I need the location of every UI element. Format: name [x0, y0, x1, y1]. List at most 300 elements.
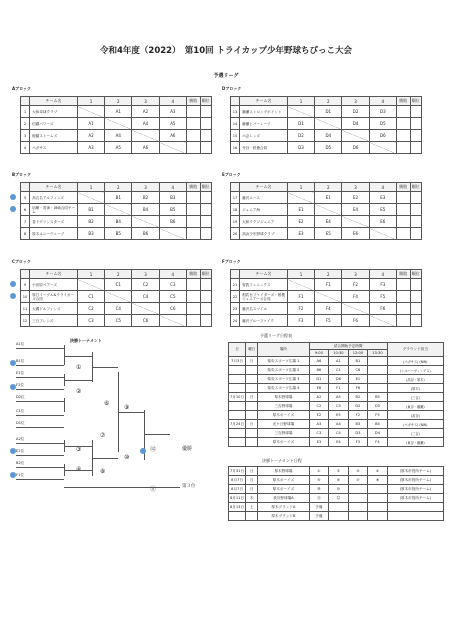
bracket-slot: C1位	[16, 409, 25, 413]
block-header-cell: チーム名	[240, 97, 288, 106]
block-header-cell: 勝敗	[186, 97, 200, 106]
schedule-cell: A5	[329, 393, 349, 402]
block-row	[231, 228, 422, 240]
bracket-slot: F1位	[16, 473, 24, 477]
schedule-cell: D6	[329, 375, 349, 384]
schedule-cell: B2	[348, 393, 368, 402]
block-label-B: Bブロック	[12, 172, 31, 177]
match-cell: C2	[132, 279, 159, 291]
schedule-cell	[229, 375, 246, 384]
wins-cell	[396, 291, 410, 303]
block-header-cell: 2	[105, 270, 132, 279]
team-number: 10	[21, 291, 30, 303]
block-header-cell: 4	[369, 270, 396, 279]
match-cell: A6	[159, 130, 186, 142]
schedule-cell: E5	[329, 411, 349, 420]
block-label-C: Cブロック	[12, 259, 31, 264]
team-number: 24	[231, 315, 240, 327]
bracket-line	[64, 380, 92, 381]
match-cell: C4	[105, 303, 132, 315]
tournament-schedule-grid	[228, 466, 444, 521]
schedule-cell: A4	[329, 420, 349, 429]
wins-cell	[186, 291, 200, 303]
schedule-cell: F1	[329, 384, 349, 393]
wins-cell	[396, 216, 410, 228]
schedule-header: 曜日	[246, 343, 258, 357]
team-number: 4	[21, 142, 30, 154]
bracket-line	[118, 412, 144, 413]
match-cell	[105, 204, 132, 216]
schedule-row	[229, 411, 444, 420]
schedule-cell: B1	[348, 357, 368, 366]
rank-cell	[410, 315, 421, 327]
match-cell: E2	[287, 216, 314, 228]
match-number-12: ⑫	[150, 446, 157, 453]
schedule-cell: 8月7日	[229, 485, 246, 494]
wins-cell	[186, 192, 200, 204]
wins-cell	[396, 303, 410, 315]
team-number: 13	[231, 106, 240, 118]
block-table-B	[20, 182, 212, 240]
block-header-cell: 順位	[200, 270, 211, 279]
marker-dot	[10, 293, 16, 299]
match-cell: A2	[132, 106, 159, 118]
block-row	[231, 216, 422, 228]
schedule-cell: 日	[246, 420, 258, 429]
team-number: 11	[21, 303, 30, 315]
league-schedule-grid	[228, 342, 444, 447]
rank-cell	[410, 142, 421, 154]
match-cell	[159, 315, 186, 327]
block-header-cell: 4	[159, 270, 186, 279]
block-header-cell: 2	[315, 183, 342, 192]
team-name: 大磯ドルフィンズ	[30, 303, 78, 315]
block-header-cell	[21, 270, 30, 279]
schedule-cell: D3	[348, 429, 368, 438]
ground-note: (ペガサス) (NW)	[387, 357, 443, 366]
team-name: 藤沢名スマイル	[240, 303, 288, 315]
schedule-time: 13:30	[368, 350, 388, 357]
schedule-time: 9:00	[309, 350, 329, 357]
bracket-slot: D1位	[16, 421, 25, 425]
team-name: 信濃パワーズ	[30, 118, 78, 130]
match-cell: C5	[105, 315, 132, 327]
third-place-label: 第３位	[182, 484, 196, 489]
wins-cell	[186, 130, 200, 142]
block-header-cell: 4	[369, 183, 396, 192]
schedule-cell: C1	[329, 366, 349, 375]
schedule-cell: ⑩	[329, 485, 349, 494]
bracket-line	[16, 377, 64, 378]
rank-cell	[410, 228, 421, 240]
team-name: 曽我フェニックス	[240, 279, 288, 291]
match-cell: F5	[369, 291, 396, 303]
schedule-cell: D4	[368, 429, 388, 438]
schedule-cell: 厚木野球場	[258, 393, 309, 402]
rank-cell	[200, 142, 211, 154]
team-name: 培練・善神・神崎合同チーム	[30, 204, 78, 216]
block-header-cell: 2	[105, 97, 132, 106]
schedule-cell: 7月24日	[229, 420, 246, 429]
schedule-cell: 厚木グランドB	[258, 512, 309, 521]
schedule-row	[229, 366, 444, 375]
schedule-cell: 県央スポーツ広場 3	[258, 375, 309, 384]
schedule-cell	[387, 503, 443, 512]
schedule-cell: 三吉野球場	[258, 402, 309, 411]
wins-cell	[396, 130, 410, 142]
schedule-cell: 日	[246, 476, 258, 485]
schedule-cell: (厚木市役所チーム)	[387, 476, 443, 485]
bracket-line	[64, 345, 65, 365]
ground-note: (高谷)	[387, 411, 443, 420]
match-cell: F3	[287, 315, 314, 327]
rank-cell	[200, 315, 211, 327]
wins-cell	[396, 118, 410, 130]
match-cell	[132, 216, 159, 228]
schedule-cell: 8月11日	[229, 494, 246, 503]
match-cell	[315, 204, 342, 216]
schedule-cell: A6	[309, 357, 329, 366]
match-cell: C3	[77, 315, 104, 327]
rank-cell	[200, 130, 211, 142]
tournament-schedule-row	[229, 467, 444, 476]
schedule-cell: E3	[309, 438, 329, 447]
match-cell: B4	[105, 216, 132, 228]
team-name: 藤瀬ヒバーレーツ	[240, 118, 288, 130]
block-header-cell: 3	[132, 97, 159, 106]
bracket-line	[16, 415, 64, 416]
match-cell	[287, 192, 314, 204]
wins-cell	[186, 142, 200, 154]
block-header-cell: 順位	[410, 183, 421, 192]
block-header-cell: 1	[287, 97, 314, 106]
wins-cell	[396, 279, 410, 291]
match-cell: F5	[315, 315, 342, 327]
rank-cell	[410, 204, 421, 216]
match-cell: D6	[342, 142, 369, 154]
match-cell: D3	[287, 142, 314, 154]
schedule-row	[229, 375, 444, 384]
match-number-4: ④	[76, 466, 82, 473]
tournament-schedule-row	[229, 494, 444, 503]
schedule-cell: 木	[246, 494, 258, 503]
match-cell	[369, 228, 396, 240]
block-header-cell: 1	[287, 270, 314, 279]
schedule-cell: E1	[348, 375, 368, 384]
team-number: 16	[231, 142, 240, 154]
schedule-title: 予選リーグ日程表	[260, 333, 292, 338]
wins-cell	[186, 118, 200, 130]
block-header-cell: 3	[342, 97, 369, 106]
schedule-cell: C6	[348, 366, 368, 375]
match-cell	[315, 118, 342, 130]
match-cell: D1	[287, 118, 314, 130]
rank-cell	[410, 279, 421, 291]
schedule-cell: D5	[368, 402, 388, 411]
schedule-cell: F2	[348, 411, 368, 420]
schedule-cell	[229, 411, 246, 420]
bracket-slot: B1位	[16, 359, 25, 363]
section-title-league: 予選リーグ	[213, 73, 239, 79]
match-cell: A5	[159, 118, 186, 130]
match-cell: C1	[77, 291, 104, 303]
bracket-slot: F2位	[16, 383, 24, 387]
match-cell	[342, 130, 369, 142]
schedule-cell	[246, 411, 258, 420]
block-row	[231, 106, 422, 118]
schedule-cell: C5	[329, 402, 349, 411]
block-header-cell: 3	[342, 183, 369, 192]
block-row	[21, 130, 212, 142]
schedule-cell: 日	[246, 393, 258, 402]
schedule-cell	[329, 503, 349, 512]
match-cell	[77, 192, 104, 204]
schedule-time: 10:30	[329, 350, 349, 357]
block-header-cell: 3	[132, 183, 159, 192]
schedule-cell	[229, 366, 246, 375]
match-cell: F4	[315, 303, 342, 315]
schedule-cell: 厚木ボーイズ	[258, 485, 309, 494]
block-label-E: Eブロック	[222, 172, 241, 177]
bracket-line	[64, 487, 180, 488]
schedule-cell: ⑦	[348, 476, 368, 485]
schedule-cell	[246, 438, 258, 447]
wins-cell	[186, 279, 200, 291]
rank-cell	[410, 118, 421, 130]
schedule-cell: B3	[348, 420, 368, 429]
block-row	[231, 315, 422, 327]
block-header-cell	[231, 183, 240, 192]
match-cell: D4	[315, 130, 342, 142]
schedule-cell: E2	[309, 411, 329, 420]
schedule-cell: 7月3日	[229, 357, 246, 366]
marker-dot	[10, 360, 16, 366]
match-cell: F1	[315, 279, 342, 291]
ground-note: (シルバーヴィングス)	[387, 366, 443, 375]
match-cell: C5	[159, 291, 186, 303]
block-row	[231, 204, 422, 216]
bracket-slot: B2位	[16, 461, 25, 465]
match-number-6: ⑥	[104, 400, 110, 407]
block-table-E	[230, 182, 422, 240]
schedule-cell	[348, 494, 368, 503]
schedule-cell: 三吉野球場	[258, 429, 309, 438]
schedule-cell	[368, 375, 388, 384]
match-cell: D5	[315, 142, 342, 154]
rank-cell	[200, 204, 211, 216]
wins-cell	[186, 204, 200, 216]
block-header-cell: 2	[315, 270, 342, 279]
block-header-cell	[231, 97, 240, 106]
ground-note: (三吉)	[387, 429, 443, 438]
schedule-cell: C4	[329, 429, 349, 438]
schedule-cell	[246, 402, 258, 411]
schedule-cell: 8月13日	[229, 503, 246, 512]
team-name: 小田原ベアーズ	[30, 279, 78, 291]
wins-cell	[186, 106, 200, 118]
team-name: 睦園ストームズ	[30, 130, 78, 142]
tournament-schedule-row	[229, 512, 444, 521]
bracket-line	[16, 479, 64, 480]
bracket-line	[92, 458, 118, 459]
team-number: 15	[231, 130, 240, 142]
block-header-cell: チーム名	[240, 183, 288, 192]
schedule-cell: ⑥	[329, 476, 349, 485]
team-number: 7	[21, 216, 30, 228]
ground-note: (東谷・藤瀬)	[387, 402, 443, 411]
match-cell: C3	[159, 279, 186, 291]
team-number: 17	[231, 192, 240, 204]
match-cell	[342, 303, 369, 315]
wins-cell	[396, 106, 410, 118]
block-header-cell: チーム名	[30, 97, 78, 106]
match-cell: E4	[315, 216, 342, 228]
rank-cell	[410, 106, 421, 118]
match-cell	[315, 291, 342, 303]
wins-cell	[396, 315, 410, 327]
match-cell: C1	[105, 279, 132, 291]
schedule-cell: 厚木グランドA	[258, 503, 309, 512]
wins-cell	[186, 303, 200, 315]
block-row	[231, 279, 422, 291]
team-number: 3	[21, 130, 30, 142]
team-number: 2	[21, 118, 30, 130]
match-cell: C4	[132, 291, 159, 303]
bracket-slot: D2位	[16, 395, 25, 399]
match-cell: A4	[105, 130, 132, 142]
wins-cell	[396, 228, 410, 240]
schedule-cell: ⑧	[368, 476, 388, 485]
tournament-label: 決勝トーナメント	[70, 338, 102, 343]
match-cell: E4	[342, 204, 369, 216]
rank-cell	[410, 291, 421, 303]
schedule-cell: ③	[348, 467, 368, 476]
schedule-cell: 7月10日	[229, 393, 246, 402]
match-cell	[159, 142, 186, 154]
rank-cell	[200, 192, 211, 204]
block-header-cell: 勝敗	[186, 183, 200, 192]
ground-note: (三吉)	[387, 393, 443, 402]
block-header-cell: 順位	[200, 97, 211, 106]
schedule-cell	[387, 512, 443, 521]
match-cell: E1	[287, 204, 314, 216]
match-number-1: ①	[76, 364, 82, 371]
team-name: ペガサス	[30, 142, 78, 154]
schedule-cell: ⑨	[309, 485, 329, 494]
team-number: 21	[231, 279, 240, 291]
match-cell: F3	[369, 279, 396, 291]
block-header-cell: 勝敗	[186, 270, 200, 279]
block-row	[21, 291, 212, 303]
block-header-cell: チーム名	[240, 270, 288, 279]
wins-cell	[396, 192, 410, 204]
match-cell: A4	[132, 118, 159, 130]
rank-cell	[410, 192, 421, 204]
block-header-cell: 2	[105, 183, 132, 192]
block-table-A	[20, 96, 212, 154]
schedule-cell: 7月31日	[229, 467, 246, 476]
block-header-cell: 勝敗	[396, 183, 410, 192]
match-cell	[132, 303, 159, 315]
schedule-cell	[246, 512, 258, 521]
match-cell: F1	[287, 291, 314, 303]
marker-dot	[140, 448, 146, 454]
match-cell: F4	[342, 291, 369, 303]
schedule-cell	[329, 512, 349, 521]
schedule-cell	[368, 357, 388, 366]
match-cell: B5	[105, 228, 132, 240]
team-name: 大和ウクジジュニア	[240, 216, 288, 228]
bracket-line	[16, 467, 64, 468]
match-cell: E5	[369, 204, 396, 216]
bracket-line	[64, 446, 92, 447]
match-cell: A1	[105, 106, 132, 118]
match-cell: B3	[77, 228, 104, 240]
team-name: 六会レッズ	[240, 130, 288, 142]
block-label-F: Fブロック	[222, 259, 241, 264]
bracket-line	[64, 356, 92, 357]
bracket-line	[16, 389, 64, 390]
block-header-cell	[21, 183, 30, 192]
bracket-slot: A1位	[16, 342, 25, 346]
schedule-row	[229, 384, 444, 393]
schedule-cell: F4	[368, 438, 388, 447]
match-cell	[369, 142, 396, 154]
schedule-cell: B4	[368, 420, 388, 429]
wins-cell	[186, 228, 200, 240]
schedule-header: 日	[229, 343, 246, 357]
schedule-cell: 厚木ボーイズ	[258, 438, 309, 447]
schedule-cell	[368, 485, 388, 494]
block-header-cell: 順位	[200, 183, 211, 192]
match-cell: A5	[105, 142, 132, 154]
schedule-cell	[368, 512, 388, 521]
block-header-cell: 3	[132, 270, 159, 279]
schedule-cell: 土	[246, 503, 258, 512]
marker-dot	[10, 194, 16, 200]
block-header-cell: 4	[369, 97, 396, 106]
block-header-cell: 順位	[410, 97, 421, 106]
block-row	[21, 279, 212, 291]
marker-dot	[10, 206, 16, 212]
match-cell: E5	[315, 228, 342, 240]
marker-dot	[10, 472, 16, 478]
match-cell: D1	[315, 106, 342, 118]
team-number: 23	[231, 303, 240, 315]
match-cell: A3	[159, 106, 186, 118]
schedule-cell: 予備	[309, 512, 329, 521]
rank-cell	[200, 279, 211, 291]
bracket-slot: E2位	[16, 449, 25, 453]
block-row	[21, 204, 212, 216]
schedule-cell: D1	[309, 375, 329, 384]
block-header-cell: 4	[159, 183, 186, 192]
block-row	[21, 142, 212, 154]
schedule-cell	[229, 402, 246, 411]
schedule-cell	[368, 384, 388, 393]
match-cell	[159, 228, 186, 240]
team-name: 高吉名アルフィンズ	[30, 192, 78, 204]
block-header-cell	[231, 270, 240, 279]
rank-cell	[200, 216, 211, 228]
match-cell: B2	[132, 192, 159, 204]
match-cell: B4	[132, 204, 159, 216]
schedule-cell	[246, 375, 258, 384]
block-header-cell: 順位	[410, 270, 421, 279]
tournament-schedule-title: 決勝トーナメント日程	[262, 458, 302, 463]
block-header-cell: 3	[342, 270, 369, 279]
schedule-cell	[348, 512, 368, 521]
